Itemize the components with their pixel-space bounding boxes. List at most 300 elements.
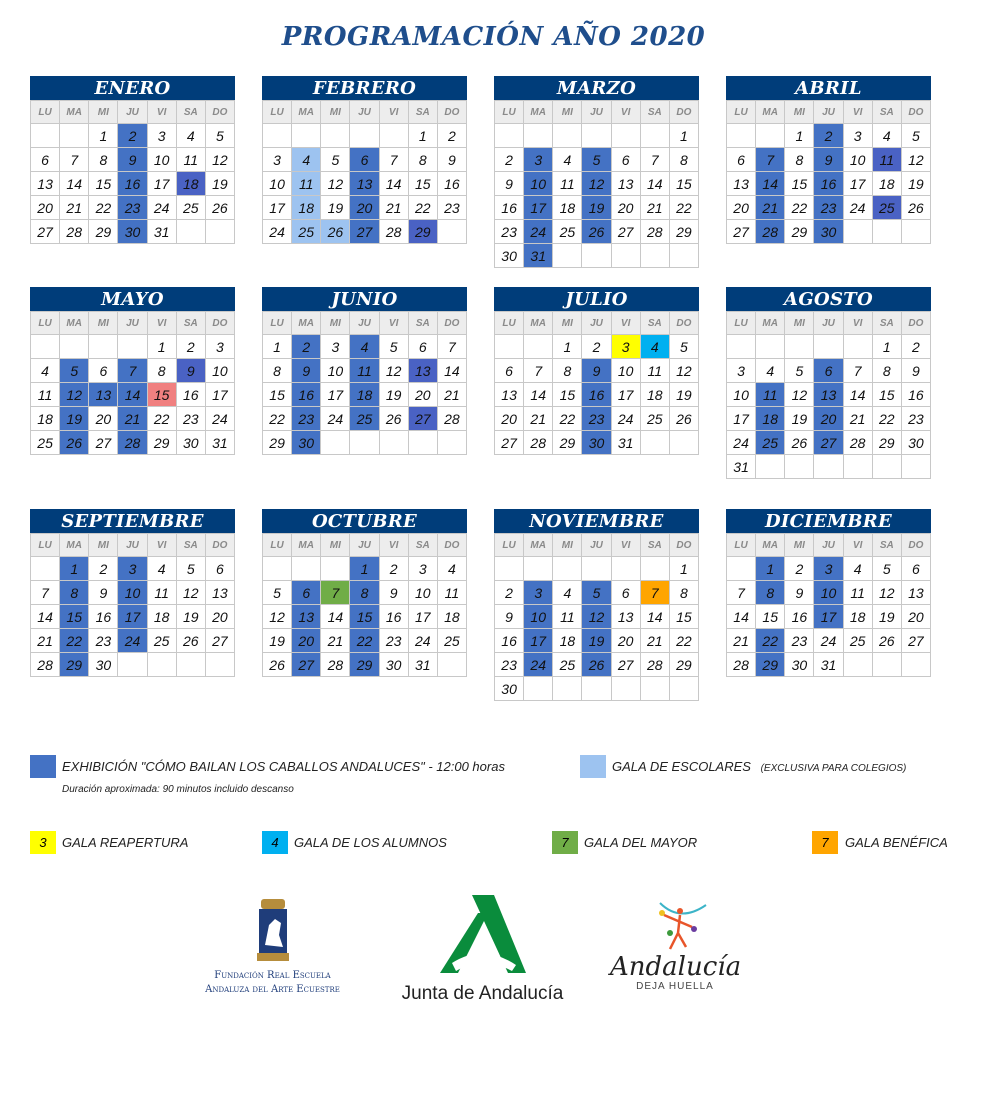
day-cell: 9 [495, 172, 524, 196]
weekday-header: LU [31, 534, 60, 557]
weekday-header: DO [205, 101, 234, 124]
day-cell: 19 [263, 629, 292, 653]
day-cell: 14 [118, 383, 147, 407]
day-cell: 16 [785, 605, 814, 629]
day-cell: 28 [437, 407, 466, 431]
weekday-header: MI [553, 101, 582, 124]
day-cell: 27 [611, 653, 640, 677]
month-title: MARZO [494, 76, 699, 100]
page-title: PROGRAMACIÓN AÑO 2020 [281, 22, 706, 52]
weekday-header: MI [785, 534, 814, 557]
day-cell: 6 [292, 581, 321, 605]
weekday-header: LU [495, 312, 524, 335]
day-cell: 14 [379, 172, 408, 196]
day-cell: 11 [553, 172, 582, 196]
day-cell: 21 [640, 629, 669, 653]
month-octubre [262, 509, 467, 677]
empty-cell [901, 653, 930, 677]
empty-cell [785, 455, 814, 479]
month-diciembre [726, 509, 931, 677]
day-cell: 2 [437, 124, 466, 148]
day-cell: 17 [814, 605, 843, 629]
day-cell: 11 [872, 148, 901, 172]
day-cell: 3 [524, 581, 553, 605]
empty-cell [611, 677, 640, 701]
day-cell: 16 [176, 383, 205, 407]
day-cell: 12 [379, 359, 408, 383]
empty-cell [582, 124, 611, 148]
month-noviembre [494, 509, 699, 701]
day-cell: 9 [495, 605, 524, 629]
day-cell: 14 [727, 605, 756, 629]
day-cell: 25 [147, 629, 176, 653]
dancer-icon [640, 893, 710, 953]
day-cell: 18 [437, 605, 466, 629]
day-cell: 15 [756, 605, 785, 629]
day-cell: 1 [147, 335, 176, 359]
day-cell: 18 [553, 629, 582, 653]
empty-cell [669, 677, 698, 701]
weekday-header: VI [379, 101, 408, 124]
weekday-header: MA [756, 534, 785, 557]
day-cell: 1 [60, 557, 89, 581]
day-cell: 20 [727, 196, 756, 220]
day-cell: 13 [350, 172, 379, 196]
day-cell: 24 [727, 431, 756, 455]
empty-cell [31, 124, 60, 148]
weekday-header: DO [669, 312, 698, 335]
day-cell: 25 [640, 407, 669, 431]
empty-cell [89, 335, 118, 359]
empty-cell [727, 557, 756, 581]
day-cell: 16 [118, 172, 147, 196]
day-cell: 17 [524, 629, 553, 653]
day-cell: 12 [785, 383, 814, 407]
day-cell: 8 [350, 581, 379, 605]
weekday-header: MI [89, 534, 118, 557]
day-cell: 29 [872, 431, 901, 455]
day-cell: 17 [611, 383, 640, 407]
month-title: MAYO [30, 287, 235, 311]
day-cell: 26 [176, 629, 205, 653]
day-cell: 26 [263, 653, 292, 677]
day-cell: 21 [437, 383, 466, 407]
empty-cell [263, 557, 292, 581]
day-cell: 3 [524, 148, 553, 172]
day-cell: 29 [350, 653, 379, 677]
day-cell: 28 [31, 653, 60, 677]
day-cell: 10 [611, 359, 640, 383]
day-cell: 20 [292, 629, 321, 653]
day-cell: 31 [524, 244, 553, 268]
weekday-header: JU [814, 534, 843, 557]
day-cell: 4 [756, 359, 785, 383]
day-cell: 4 [147, 557, 176, 581]
day-cell: 22 [60, 629, 89, 653]
empty-cell [640, 244, 669, 268]
day-cell: 26 [379, 407, 408, 431]
day-cell: 29 [147, 431, 176, 455]
weekday-header: VI [843, 312, 872, 335]
weekday-header: VI [147, 312, 176, 335]
day-cell: 30 [89, 653, 118, 677]
day-cell: 5 [582, 581, 611, 605]
day-cell: 27 [205, 629, 234, 653]
reopening-swatch: 3 [30, 831, 56, 854]
day-cell: 2 [901, 335, 930, 359]
empty-cell [756, 335, 785, 359]
weekday-header: SA [408, 534, 437, 557]
day-cell: 25 [176, 196, 205, 220]
day-cell: 4 [437, 557, 466, 581]
day-cell: 4 [292, 148, 321, 172]
day-cell: 21 [843, 407, 872, 431]
day-cell: 6 [495, 359, 524, 383]
weekday-header: LU [495, 534, 524, 557]
empty-cell [640, 431, 669, 455]
students-swatch: 4 [262, 831, 288, 854]
day-cell: 25 [553, 220, 582, 244]
day-cell: 21 [379, 196, 408, 220]
day-cell: 6 [727, 148, 756, 172]
day-cell: 10 [205, 359, 234, 383]
day-cell: 28 [640, 653, 669, 677]
exhibition-swatch [30, 755, 56, 778]
empty-cell [553, 244, 582, 268]
day-cell: 2 [495, 581, 524, 605]
day-cell: 29 [60, 653, 89, 677]
day-cell: 26 [582, 220, 611, 244]
month-table [30, 533, 235, 677]
day-cell: 19 [60, 407, 89, 431]
month-table [494, 100, 699, 268]
charity-swatch: 7 [812, 831, 838, 854]
day-cell: 16 [292, 383, 321, 407]
weekday-header: SA [640, 534, 669, 557]
empty-cell [379, 124, 408, 148]
empty-cell [60, 335, 89, 359]
day-cell: 26 [582, 653, 611, 677]
day-cell: 23 [901, 407, 930, 431]
month-table [494, 311, 699, 455]
weekday-header: JU [118, 534, 147, 557]
legend-school-note: (EXCLUSIVA PARA COLEGIOS) [760, 763, 907, 774]
day-cell: 16 [582, 383, 611, 407]
empty-cell [31, 557, 60, 581]
day-cell: 24 [814, 629, 843, 653]
empty-cell [495, 335, 524, 359]
empty-cell [205, 220, 234, 244]
horse-rider-icon [253, 895, 293, 965]
weekday-header: MI [89, 312, 118, 335]
weekday-header: VI [379, 534, 408, 557]
day-cell: 25 [437, 629, 466, 653]
day-cell: 5 [669, 335, 698, 359]
day-cell: 7 [118, 359, 147, 383]
empty-cell [640, 677, 669, 701]
day-cell: 11 [843, 581, 872, 605]
day-cell: 28 [640, 220, 669, 244]
day-cell: 15 [147, 383, 176, 407]
day-cell: 10 [524, 172, 553, 196]
weekday-header: MI [785, 101, 814, 124]
day-cell: 7 [31, 581, 60, 605]
day-cell: 21 [118, 407, 147, 431]
day-cell: 19 [582, 196, 611, 220]
day-cell: 25 [756, 431, 785, 455]
day-cell: 25 [843, 629, 872, 653]
senior-swatch: 7 [552, 831, 578, 854]
month-title: JUNIO [262, 287, 467, 311]
day-cell: 1 [408, 124, 437, 148]
weekday-header: VI [611, 312, 640, 335]
day-cell: 8 [147, 359, 176, 383]
month-agosto [726, 287, 931, 479]
weekday-header: MA [60, 534, 89, 557]
weekday-header: JU [118, 101, 147, 124]
day-cell: 13 [205, 581, 234, 605]
day-cell: 8 [89, 148, 118, 172]
month-julio [494, 287, 699, 455]
day-cell: 20 [495, 407, 524, 431]
day-cell: 8 [553, 359, 582, 383]
empty-cell [321, 431, 350, 455]
day-cell: 12 [901, 148, 930, 172]
day-cell: 17 [263, 196, 292, 220]
day-cell: 4 [176, 124, 205, 148]
day-cell: 1 [872, 335, 901, 359]
day-cell: 8 [872, 359, 901, 383]
empty-cell [669, 244, 698, 268]
day-cell: 16 [495, 196, 524, 220]
empty-cell [843, 455, 872, 479]
day-cell: 6 [901, 557, 930, 581]
empty-cell [321, 557, 350, 581]
day-cell: 11 [756, 383, 785, 407]
day-cell: 10 [727, 383, 756, 407]
weekday-header: VI [843, 101, 872, 124]
day-cell: 31 [408, 653, 437, 677]
month-table [262, 533, 467, 677]
month-table [30, 311, 235, 455]
day-cell: 19 [321, 196, 350, 220]
weekday-header: LU [263, 101, 292, 124]
day-cell: 25 [31, 431, 60, 455]
day-cell: 18 [292, 196, 321, 220]
weekday-header: SA [872, 534, 901, 557]
weekday-header: MI [321, 534, 350, 557]
day-cell: 26 [321, 220, 350, 244]
month-table [30, 100, 235, 244]
day-cell: 14 [60, 172, 89, 196]
day-cell: 3 [408, 557, 437, 581]
month-enero [30, 76, 235, 244]
day-cell: 10 [814, 581, 843, 605]
weekday-header: JU [582, 534, 611, 557]
day-cell: 30 [118, 220, 147, 244]
month-title: FEBRERO [262, 76, 467, 100]
day-cell: 12 [176, 581, 205, 605]
day-cell: 13 [292, 605, 321, 629]
day-cell: 17 [843, 172, 872, 196]
day-cell: 25 [292, 220, 321, 244]
foundation-line1: Fundación Real Escuela [214, 970, 331, 981]
day-cell: 28 [118, 431, 147, 455]
empty-cell [60, 124, 89, 148]
day-cell: 15 [872, 383, 901, 407]
junta-a-icon [438, 893, 528, 975]
day-cell: 16 [495, 629, 524, 653]
day-cell: 13 [495, 383, 524, 407]
empty-cell [524, 557, 553, 581]
day-cell: 20 [350, 196, 379, 220]
day-cell: 27 [727, 220, 756, 244]
day-cell: 8 [669, 581, 698, 605]
day-cell: 22 [147, 407, 176, 431]
day-cell: 8 [408, 148, 437, 172]
day-cell: 18 [176, 172, 205, 196]
day-cell: 15 [669, 605, 698, 629]
day-cell: 10 [524, 605, 553, 629]
day-cell: 1 [785, 124, 814, 148]
empty-cell [582, 244, 611, 268]
day-cell: 20 [611, 629, 640, 653]
day-cell: 28 [843, 431, 872, 455]
weekday-header: DO [437, 312, 466, 335]
day-cell: 26 [669, 407, 698, 431]
day-cell: 8 [60, 581, 89, 605]
day-cell: 5 [321, 148, 350, 172]
day-cell: 23 [582, 407, 611, 431]
empty-cell [582, 557, 611, 581]
day-cell: 18 [553, 196, 582, 220]
empty-cell [611, 244, 640, 268]
day-cell: 14 [843, 383, 872, 407]
weekday-header: VI [843, 534, 872, 557]
day-cell: 18 [843, 605, 872, 629]
weekday-header: MI [553, 534, 582, 557]
day-cell: 23 [89, 629, 118, 653]
day-cell: 27 [350, 220, 379, 244]
day-cell: 3 [843, 124, 872, 148]
day-cell: 15 [408, 172, 437, 196]
day-cell: 18 [350, 383, 379, 407]
foundation-line2: Andaluza del Arte Ecuestre [205, 984, 340, 995]
day-cell: 27 [495, 431, 524, 455]
empty-cell [640, 124, 669, 148]
empty-cell [292, 124, 321, 148]
weekday-header: MI [553, 312, 582, 335]
day-cell: 7 [379, 148, 408, 172]
month-table [726, 100, 931, 244]
day-cell: 21 [524, 407, 553, 431]
day-cell: 20 [205, 605, 234, 629]
day-cell: 22 [408, 196, 437, 220]
day-cell: 3 [814, 557, 843, 581]
day-cell: 27 [89, 431, 118, 455]
day-cell: 24 [408, 629, 437, 653]
day-cell: 9 [379, 581, 408, 605]
day-cell: 6 [31, 148, 60, 172]
legend-charity: GALA BENÉFICA [845, 835, 948, 850]
weekday-header: LU [727, 534, 756, 557]
day-cell: 5 [872, 557, 901, 581]
weekday-header: LU [495, 101, 524, 124]
weekday-header: SA [176, 534, 205, 557]
day-cell: 19 [669, 383, 698, 407]
day-cell: 7 [640, 148, 669, 172]
legend-school-label: GALA DE ESCOLARES [612, 759, 751, 774]
empty-cell [814, 335, 843, 359]
day-cell: 23 [292, 407, 321, 431]
day-cell: 20 [408, 383, 437, 407]
day-cell: 3 [205, 335, 234, 359]
weekday-header: MA [292, 312, 321, 335]
day-cell: 29 [408, 220, 437, 244]
day-cell: 11 [553, 605, 582, 629]
day-cell: 12 [60, 383, 89, 407]
empty-cell [843, 335, 872, 359]
day-cell: 11 [31, 383, 60, 407]
weekday-header: VI [147, 534, 176, 557]
empty-cell [350, 124, 379, 148]
empty-cell [437, 431, 466, 455]
empty-cell [350, 431, 379, 455]
day-cell: 1 [263, 335, 292, 359]
day-cell: 1 [669, 557, 698, 581]
empty-cell [582, 677, 611, 701]
weekday-header: SA [408, 312, 437, 335]
day-cell: 17 [205, 383, 234, 407]
day-cell: 23 [437, 196, 466, 220]
day-cell: 21 [756, 196, 785, 220]
empty-cell [553, 124, 582, 148]
junta-logo [395, 893, 570, 1005]
day-cell: 10 [843, 148, 872, 172]
day-cell: 8 [669, 148, 698, 172]
day-cell: 18 [31, 407, 60, 431]
day-cell: 13 [31, 172, 60, 196]
day-cell: 6 [205, 557, 234, 581]
day-cell: 16 [901, 383, 930, 407]
day-cell: 22 [263, 407, 292, 431]
empty-cell [872, 455, 901, 479]
day-cell: 18 [147, 605, 176, 629]
day-cell: 26 [872, 629, 901, 653]
day-cell: 3 [727, 359, 756, 383]
month-marzo [494, 76, 699, 268]
day-cell: 15 [60, 605, 89, 629]
day-cell: 27 [611, 220, 640, 244]
andalucia-tagline: DEJA HUELLA [636, 981, 714, 992]
day-cell: 1 [669, 124, 698, 148]
empty-cell [205, 653, 234, 677]
day-cell: 21 [640, 196, 669, 220]
day-cell: 6 [814, 359, 843, 383]
day-cell: 15 [785, 172, 814, 196]
day-cell: 27 [814, 431, 843, 455]
foundation-logo [195, 895, 350, 997]
day-cell: 25 [553, 653, 582, 677]
weekday-header: JU [582, 101, 611, 124]
day-cell: 24 [321, 407, 350, 431]
weekday-header: MA [756, 312, 785, 335]
day-cell: 7 [524, 359, 553, 383]
day-cell: 31 [205, 431, 234, 455]
day-cell: 4 [553, 148, 582, 172]
day-cell: 22 [785, 196, 814, 220]
weekday-header: DO [901, 101, 930, 124]
